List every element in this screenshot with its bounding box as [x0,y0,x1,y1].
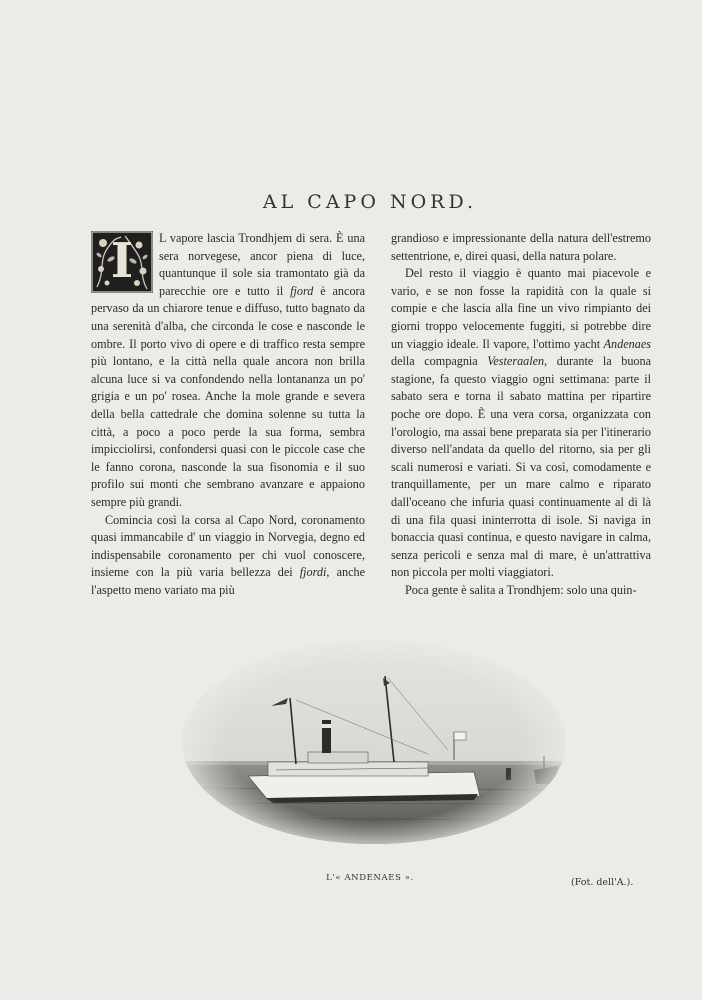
page-title: AL CAPO NORD. [262,190,478,213]
photo-credit: (Fot. dell'A.). [571,877,634,888]
paragraph-text: Comincia così la corsa al Capo Nord, coronamento quasi immancabile d' un viaggio in Norvegia, degno ed indispensabile coronamento per chi vuol conoscere, insieme con la più varia bellezza dei [91,512,365,580]
paragraph-3 [391,265,651,582]
paragraph-continued: grandioso e impressionante della natura dell'estremo settentrione, e, direi quasi, della natura polare. [391,231,651,263]
paragraph-text: Del resto il viaggio è quanto mai piacevole e vario, e se non fosse la rapidità con la quale si compie e che lascia alla fine un vivo rimpianto dei giorni troppo velocemente fuggiti, si potrebbe dire un viaggio ideale. Il vapore, l'ottimo yacht [391,266,651,351]
left-column [91,230,365,599]
paragraph-4: Poca gente è salita a Trondhjem: solo una quin- [405,582,637,597]
italic-word: fjord [290,283,314,298]
italic-word: Andenaes [603,336,651,351]
paragraph-1 [91,230,365,512]
paragraph-text: durante la buona stagione, fa questo viaggio ogni settimana: parte il sabato sera e torna il sabato mattina per ripartire poche ore dopo. È una vera corsa, organizzata con l'orologio, ma assai bene preparata sia per l'itinerario diverso nell'andata da quello del ritorno, sia per gli scali numerosi e variati. Si va così, comodamente e tranquillamente, per un mare calmo e riparato dall'oceano che infuria quasi continuamente al di là di una fila quasi ininterrotta di isole. Si naviga in bonaccia quasi continua, e questo navigare in calma, senza pericoli e senza mal di mare, è un'attrattiva non piccola per molti viaggiatori. [391,354,652,580]
paragraph-text: anche l'aspetto meno variato ma più [91,565,365,597]
paragraph-text: della compagnia [391,354,478,369]
italic-word: fjordi, [299,565,330,580]
paragraph-text: è ancora pervaso da un chiarore tenue e diffuso, tutto bagnato da una serenità d'alba, che circonda le cose e nasconde le ombre. Il porto vivo di opere e di traffico resta sempre più lontano, e la città nella quale ancora non brilla alcuna luce si va confondendo nella lontananza un po' grigia e un po' rosea. Anche la mole grande e severa della bella cattedrale che domina solenne su tutta la città, a poco a poco perde la sua forma, sembra impicciolirsi, confondersi quasi con le piccole case che le fanno corona, nasconde la sua fisonomia e il suo profilo sui monti che sembrano avanzare e appaiono sempre più grandi. [91,283,366,509]
photo-caption: L'« ANDENAES ». [326,873,414,883]
decorated-initial-letter [91,231,153,293]
paragraph-text: L vapore lascia Trondhjem di sera. È una sera norvegese, ancor piena di luce, quantunque il sole sia tramontato già da parecchie ore e tutto il [159,231,365,298]
paragraph-2 [91,512,365,600]
right-column [391,230,651,599]
initial-letter: I [110,233,134,290]
ship-photograph [178,638,570,846]
italic-word: Vesteraalen, [487,354,548,369]
